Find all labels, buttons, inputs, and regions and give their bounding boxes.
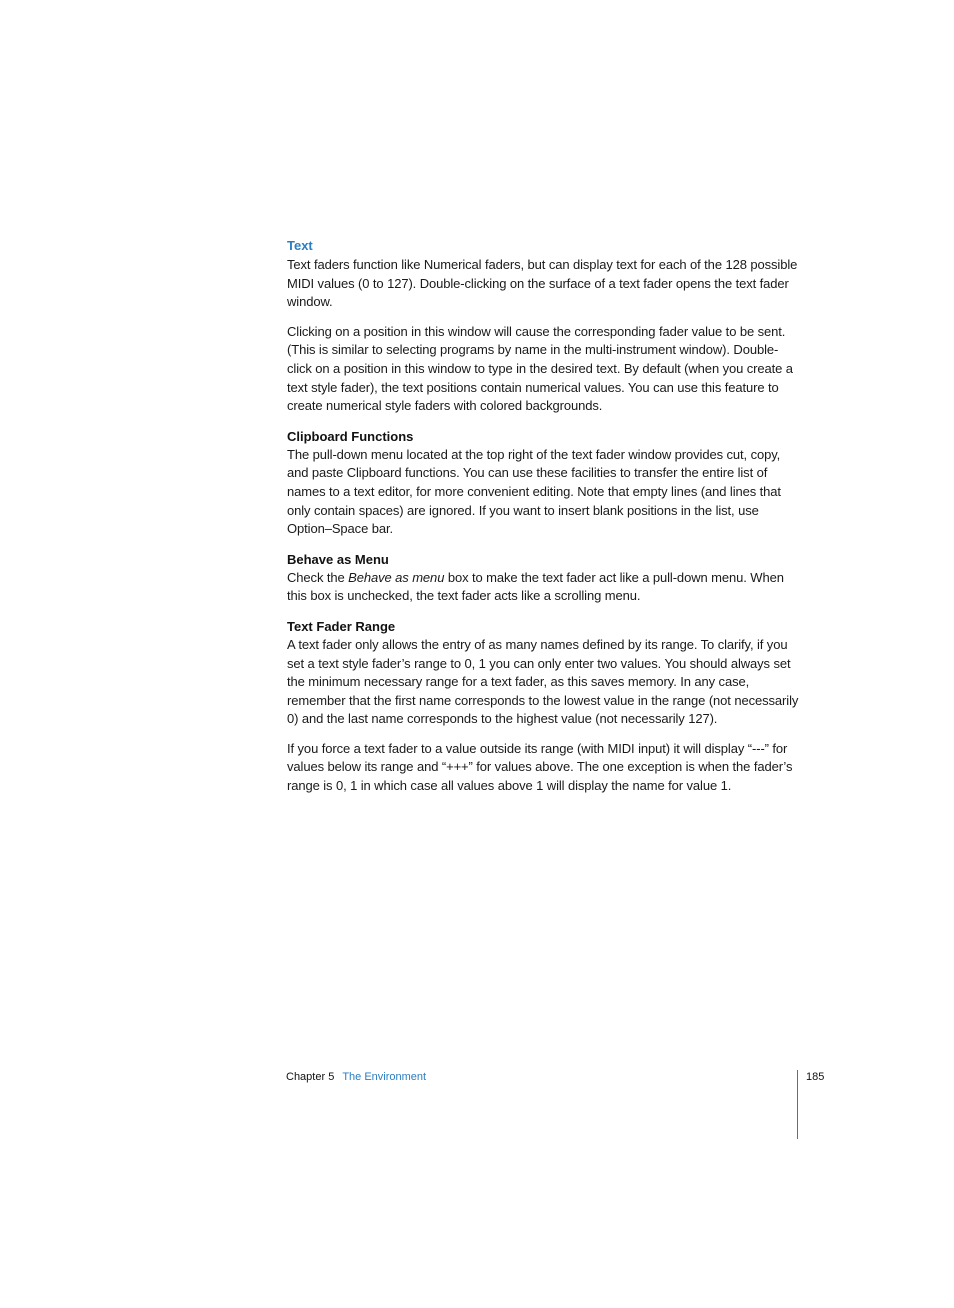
behave-paragraph [287,569,799,606]
intro-paragraph-2: Clicking on a position in this window will cause the corresponding fader value to be sent. (This is similar to selecting programs by name in the multi-instrument window). Double-click on a position in this window to type in the desired text. By default (when you create a text style fader), the text positions contain numerical values. You can use this feature to create numerical style faders with colored backgrounds. [287,323,793,414]
page-footer [286,1069,426,1085]
page-number: 185 [806,1071,825,1083]
clipboard-paragraph: The pull-down menu located at the top right of the text fader window provides cut, copy, and paste Clipboard functions. You can use these facilities to transfer the entire list of names to a text editor, for more convenient editing. Note that empty lines (and lines that only contain spaces) are ignored. If you want to insert blank positions in the list, use Option–Space bar. [287,446,781,537]
range-paragraph-1: A text fader only allows the entry of as many names defined by its range. To clarify, if you set a text style fader’s range to 0, 1 you can only enter two values. You should always set the minimum necessary range for a text fader, as this saves memory. In any case, remember that the first name corresponds to the lowest value in the range (not necessarily 0) and the last name corresponds to the highest value (not necessarily 127). [287,636,799,727]
behave-text-after: box to make the text fader act like a pull-down menu. When this box is unchecked, the text fader acts like a scrolling menu. [287,569,784,604]
footer-divider [797,1070,798,1139]
range-heading: Text Fader Range [287,618,396,634]
behave-option-name: Behave as menu [348,569,445,585]
clipboard-heading: Clipboard Functions [287,428,414,444]
behave-heading: Behave as Menu [287,551,389,567]
chapter-label: Chapter 5 [286,1071,335,1083]
page-content [287,236,799,807]
behave-text-before: Check the [287,569,349,585]
chapter-title-link[interactable]: The Environment [342,1071,427,1083]
range-paragraph-2: If you force a text fader to a value outside its range (with MIDI input) it will display “---” for values below its range and “+++” for values above. The one exception is when the fader’s range is 0, 1 in which case all values above 1 will display the name for value 1. [287,740,793,794]
section-title: Text [287,238,313,253]
intro-paragraph-1: Text faders function like Numerical faders, but can display text for each of the 128 possible MIDI values (0 to 127). Double-clicking on the surface of a text fader opens the text fader window. [287,257,798,310]
